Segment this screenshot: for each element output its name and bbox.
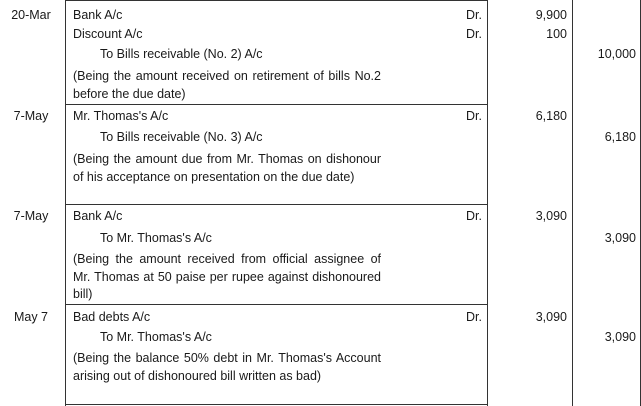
- credit-account: To Mr. Thomas's A/c: [100, 231, 212, 245]
- credit-amount: 3,090: [604, 231, 636, 245]
- debit-amount: 100: [546, 27, 567, 41]
- column-divider-particulars: [487, 0, 488, 406]
- entry-date: 20-Mar: [11, 8, 51, 22]
- row-rule-top: [65, 0, 488, 1]
- dr-marker: Dr.: [466, 209, 482, 223]
- debit-amount: 6,180: [535, 109, 567, 123]
- row-rule: [65, 204, 488, 205]
- dr-marker: Dr.: [466, 27, 482, 41]
- narration: (Being the amount due from Mr. Thomas on dishonour of his acceptance on presentation on the due date): [73, 152, 381, 184]
- entry-date: May 7: [13, 310, 49, 324]
- entry-date: 7-May: [13, 109, 49, 123]
- debit-account: Bank A/c: [73, 209, 123, 223]
- narration: (Being the balance 50% debt in Mr. Thomas's Account arising out of dishonoured bill written as bad): [73, 351, 381, 383]
- debit-amount: 3,090: [535, 310, 567, 324]
- dr-marker: Dr.: [466, 310, 482, 324]
- credit-account: To Mr. Thomas's A/c: [100, 330, 212, 344]
- debit-account: Bank A/c: [73, 8, 123, 22]
- debit-amount: 3,090: [535, 209, 567, 223]
- narration: (Being the amount received on retirement of bills No.2 before the due date): [73, 69, 381, 101]
- debit-account: Discount A/c: [73, 27, 143, 41]
- credit-account: To Bills receivable (No. 3) A/c: [100, 130, 263, 144]
- entry-date: 7-May: [13, 209, 49, 223]
- row-rule: [65, 304, 488, 305]
- column-divider-date: [65, 0, 66, 406]
- debit-amount: 9,900: [535, 8, 567, 22]
- dr-marker: Dr.: [466, 109, 482, 123]
- debit-account: Bad debts A/c: [73, 310, 151, 324]
- row-rule: [65, 104, 488, 105]
- narration: (Being the amount received from official assignee of Mr. Thomas at 50 paise per rupee against dishonoured bill): [73, 252, 381, 301]
- dr-marker: Dr.: [466, 8, 482, 22]
- credit-amount: 6,180: [604, 130, 636, 144]
- credit-amount: 3,090: [604, 330, 636, 344]
- credit-amount: 10,000: [597, 47, 636, 61]
- row-rule-bottom: [65, 404, 488, 405]
- debit-account: Mr. Thomas's A/c: [73, 109, 169, 123]
- credit-account: To Bills receivable (No. 2) A/c: [100, 47, 263, 61]
